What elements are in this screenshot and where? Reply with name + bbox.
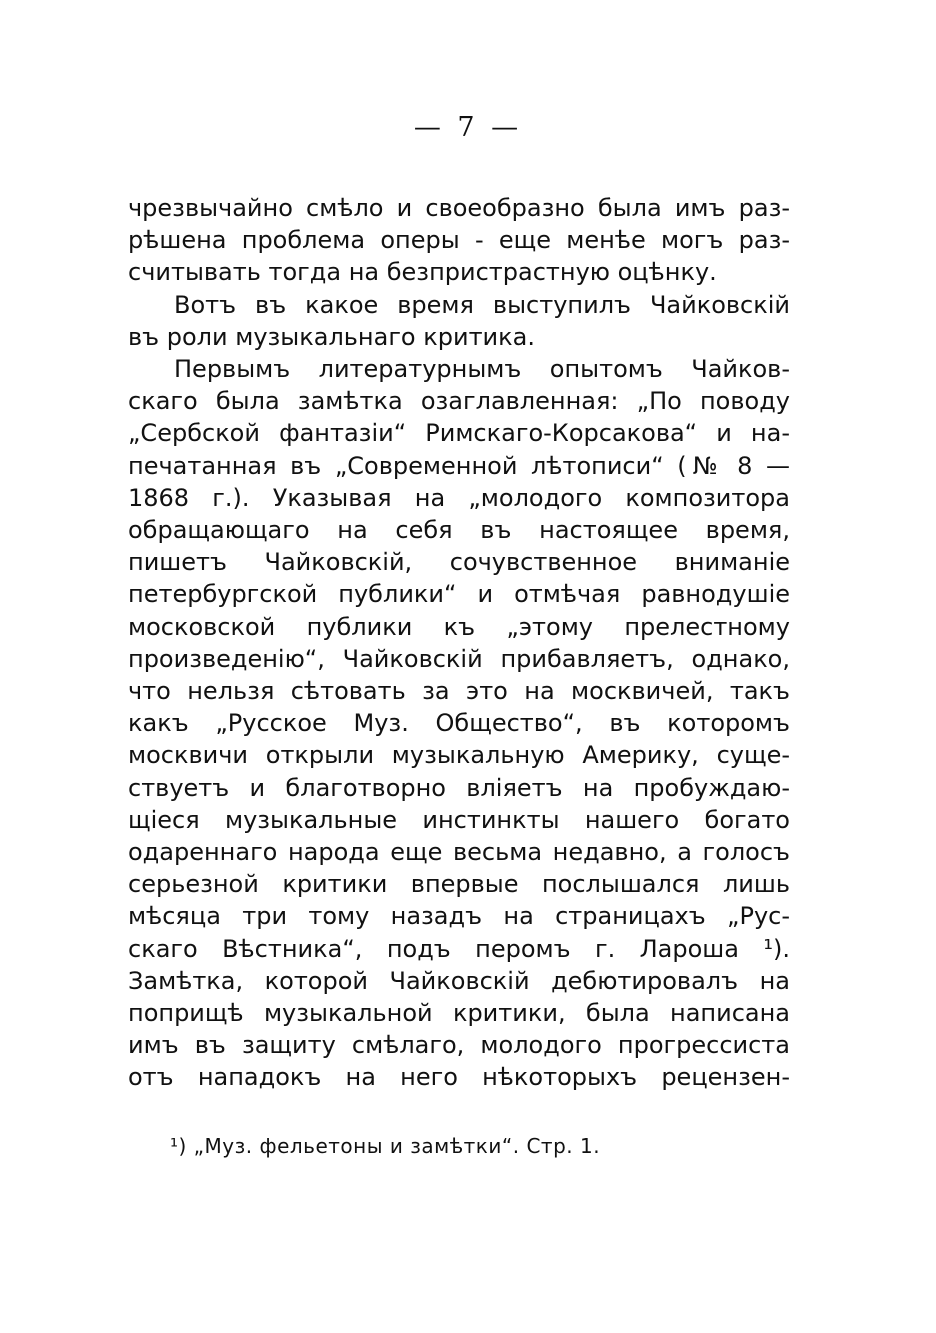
text-line: пишетъ Чайковскій, сочувственное вниманіе <box>128 548 790 577</box>
text-line: 1868 г.). Указывая на „молодого композитора <box>128 483 790 512</box>
page-number: — 7 — <box>413 112 523 143</box>
text-line: скаго была замѣтка озаглавленная: „По поводу <box>128 387 790 416</box>
text-line: Замѣтка, которой Чайковскій дебютировалъ на <box>128 966 790 995</box>
body-text <box>128 192 790 1094</box>
text-line: мѣсяца три тому назадъ на страницахъ „Рус- <box>128 902 790 931</box>
text-line: чрезвычайно смѣло и своеобразно была имъ раз- <box>128 194 790 222</box>
text-line: одареннаго народа еще весьма недавно, а голосъ <box>128 838 790 867</box>
text-line: Первымъ литературнымъ опытомъ Чайков- <box>174 355 790 384</box>
text-line: что нельзя сѣтовать за это на москвичей, такъ <box>128 677 790 706</box>
text-line: серьезной критики впервые послышался лишь <box>128 870 790 899</box>
text-line: „Сербской фантазіи“ Римскаго-Корсакова“ и на- <box>128 419 790 448</box>
text-line: Вотъ въ какое время выступилъ Чайковскій <box>174 290 790 319</box>
text-line: печатанная въ „Современной лѣтописи“ (№ 8 — <box>128 451 790 480</box>
text-line: москвичи открыли музыкальную Америку, суще- <box>128 741 790 770</box>
text-line: щіеся музыкальные инстинкты нашего богато <box>128 805 790 834</box>
text-line: считывать тогда на безпристрастную оцѣнку. <box>128 258 717 287</box>
text-line: въ роли музыкальнаго критика. <box>128 322 535 351</box>
text-line: произведенію“, Чайковскій прибавляетъ, однако, <box>128 644 790 673</box>
text-line: отъ нападокъ на него нѣкоторыхъ рецензен- <box>128 1063 790 1092</box>
text-line: рѣшена проблема оперы - еще менѣе могъ раз- <box>128 226 790 255</box>
text-line: имъ въ защиту смѣлаго, молодого прогрессиста <box>128 1031 790 1060</box>
text-line: скаго Вѣстника“, подъ перомъ г. Лароша ¹). <box>128 934 790 963</box>
text-line: петербургской публики“ и отмѣчая равнодушіе <box>128 580 790 609</box>
text-line: обращающаго на себя въ настоящее время, <box>128 516 790 545</box>
footnote: ¹) „Муз. фельетоны и замѣтки“. Стр. 1. <box>170 1134 601 1158</box>
text-line: ствуетъ и благотворно вліяетъ на пробуждаю- <box>128 773 790 802</box>
text-line: поприщѣ музыкальной критики, была написана <box>128 999 790 1028</box>
text-line: какъ „Русское Муз. Общество“, въ которомъ <box>128 709 790 738</box>
text-line: московской публики къ „этому прелестному <box>128 612 790 641</box>
